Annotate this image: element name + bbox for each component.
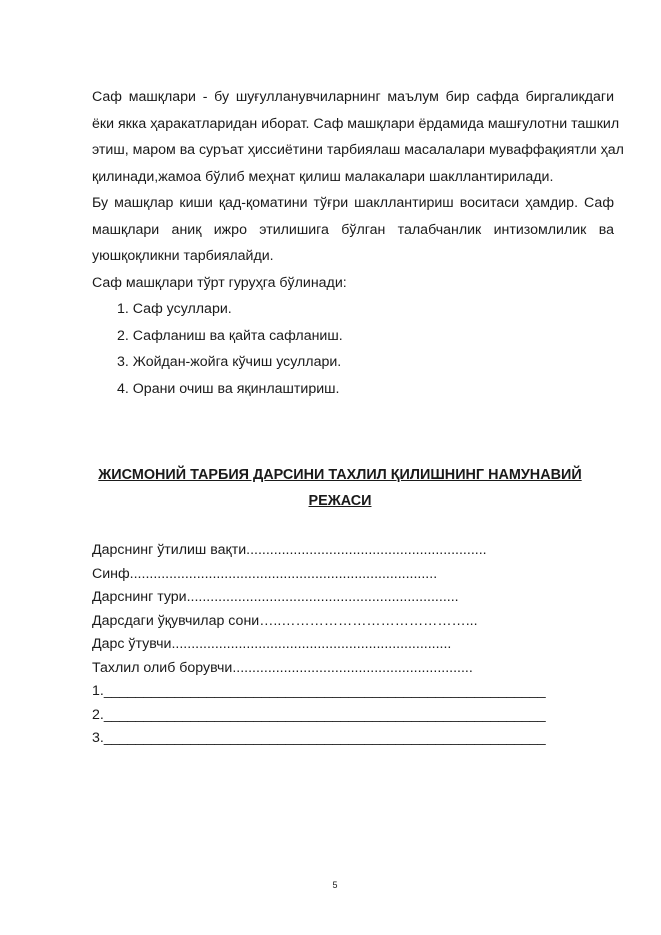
numbered-list: [117, 296, 343, 402]
paragraph-line: Саф машқлари - бу шуғулланувчиларнинг маълум бир сафда биргаликдаги: [92, 89, 614, 105]
paragraph-posture: [92, 190, 614, 270]
paragraph-line: ёки якка ҳаракатларидан иборат. Саф машқлари ёрдамида машғулотни ташкил: [92, 115, 620, 132]
form-field-teacher: Дарс ўтувчи.......................................................................: [92, 636, 452, 652]
paragraph-groups-intro: [92, 270, 614, 297]
list-item: 3. Жойдан-жойга кўчиш усуллари.: [117, 354, 342, 370]
blank-line-1: 1.________________________________________________________: [92, 683, 546, 699]
list-item: 1. Саф усуллари.: [117, 301, 232, 317]
section-heading: [60, 462, 620, 514]
analysis-form: [92, 539, 546, 751]
paragraph-line: Бу машқлар киши қад-қоматини тўғри шакллантириш воситаси ҳамдир. Саф: [92, 195, 614, 211]
paragraph-line: уюшқоқликни тарбиялайди.: [92, 248, 274, 264]
blank-line-3: 3.________________________________________________________: [92, 730, 546, 746]
form-field-lesson-time: Дарснинг ўтилиш вақти.............................................................: [92, 542, 487, 558]
page-number: 5: [332, 880, 338, 890]
list-item: 2. Сафланиш ва қайта сафланиш.: [117, 327, 343, 344]
list-item: 4. Орани очиш ва яқинлаштириш.: [117, 380, 340, 397]
heading-line: ЖИСМОНИЙ ТАРБИЯ ДАРСИНИ ТАХЛИЛ ҚИЛИШНИНГ НАМУНАВИЙ: [98, 467, 582, 483]
paragraph-saf-mashqlari-definition: [92, 84, 624, 190]
paragraph-line: Саф машқлари тўрт гуруҳга бўлинади:: [92, 275, 347, 291]
form-field-student-count: Дарсдаги ўқувчилар сони…..…………………………………...: [92, 612, 478, 629]
heading-line: РЕЖАСИ: [308, 493, 372, 509]
paragraph-line: этиш, маром ва суръат ҳиссиётини тарбиялаш масалалари муваффақиятли ҳал: [92, 142, 624, 158]
form-field-lesson-type: Дарснинг тури.....................................................................: [92, 589, 459, 605]
paragraph-line: қилинади,жамоа бўлиб меҳнат қилиш малакалари шакллантирилади.: [92, 168, 554, 185]
form-field-class: Синф..............................................................................: [92, 565, 438, 582]
paragraph-line: машқлари аниқ ижро этилишига бўлган талабчанлик интизомлилик ва: [92, 221, 614, 238]
blank-line-2: 2.________________________________________________________: [92, 706, 546, 723]
form-field-analyst: Тахлил олиб борувчи.............................................................: [92, 659, 473, 676]
